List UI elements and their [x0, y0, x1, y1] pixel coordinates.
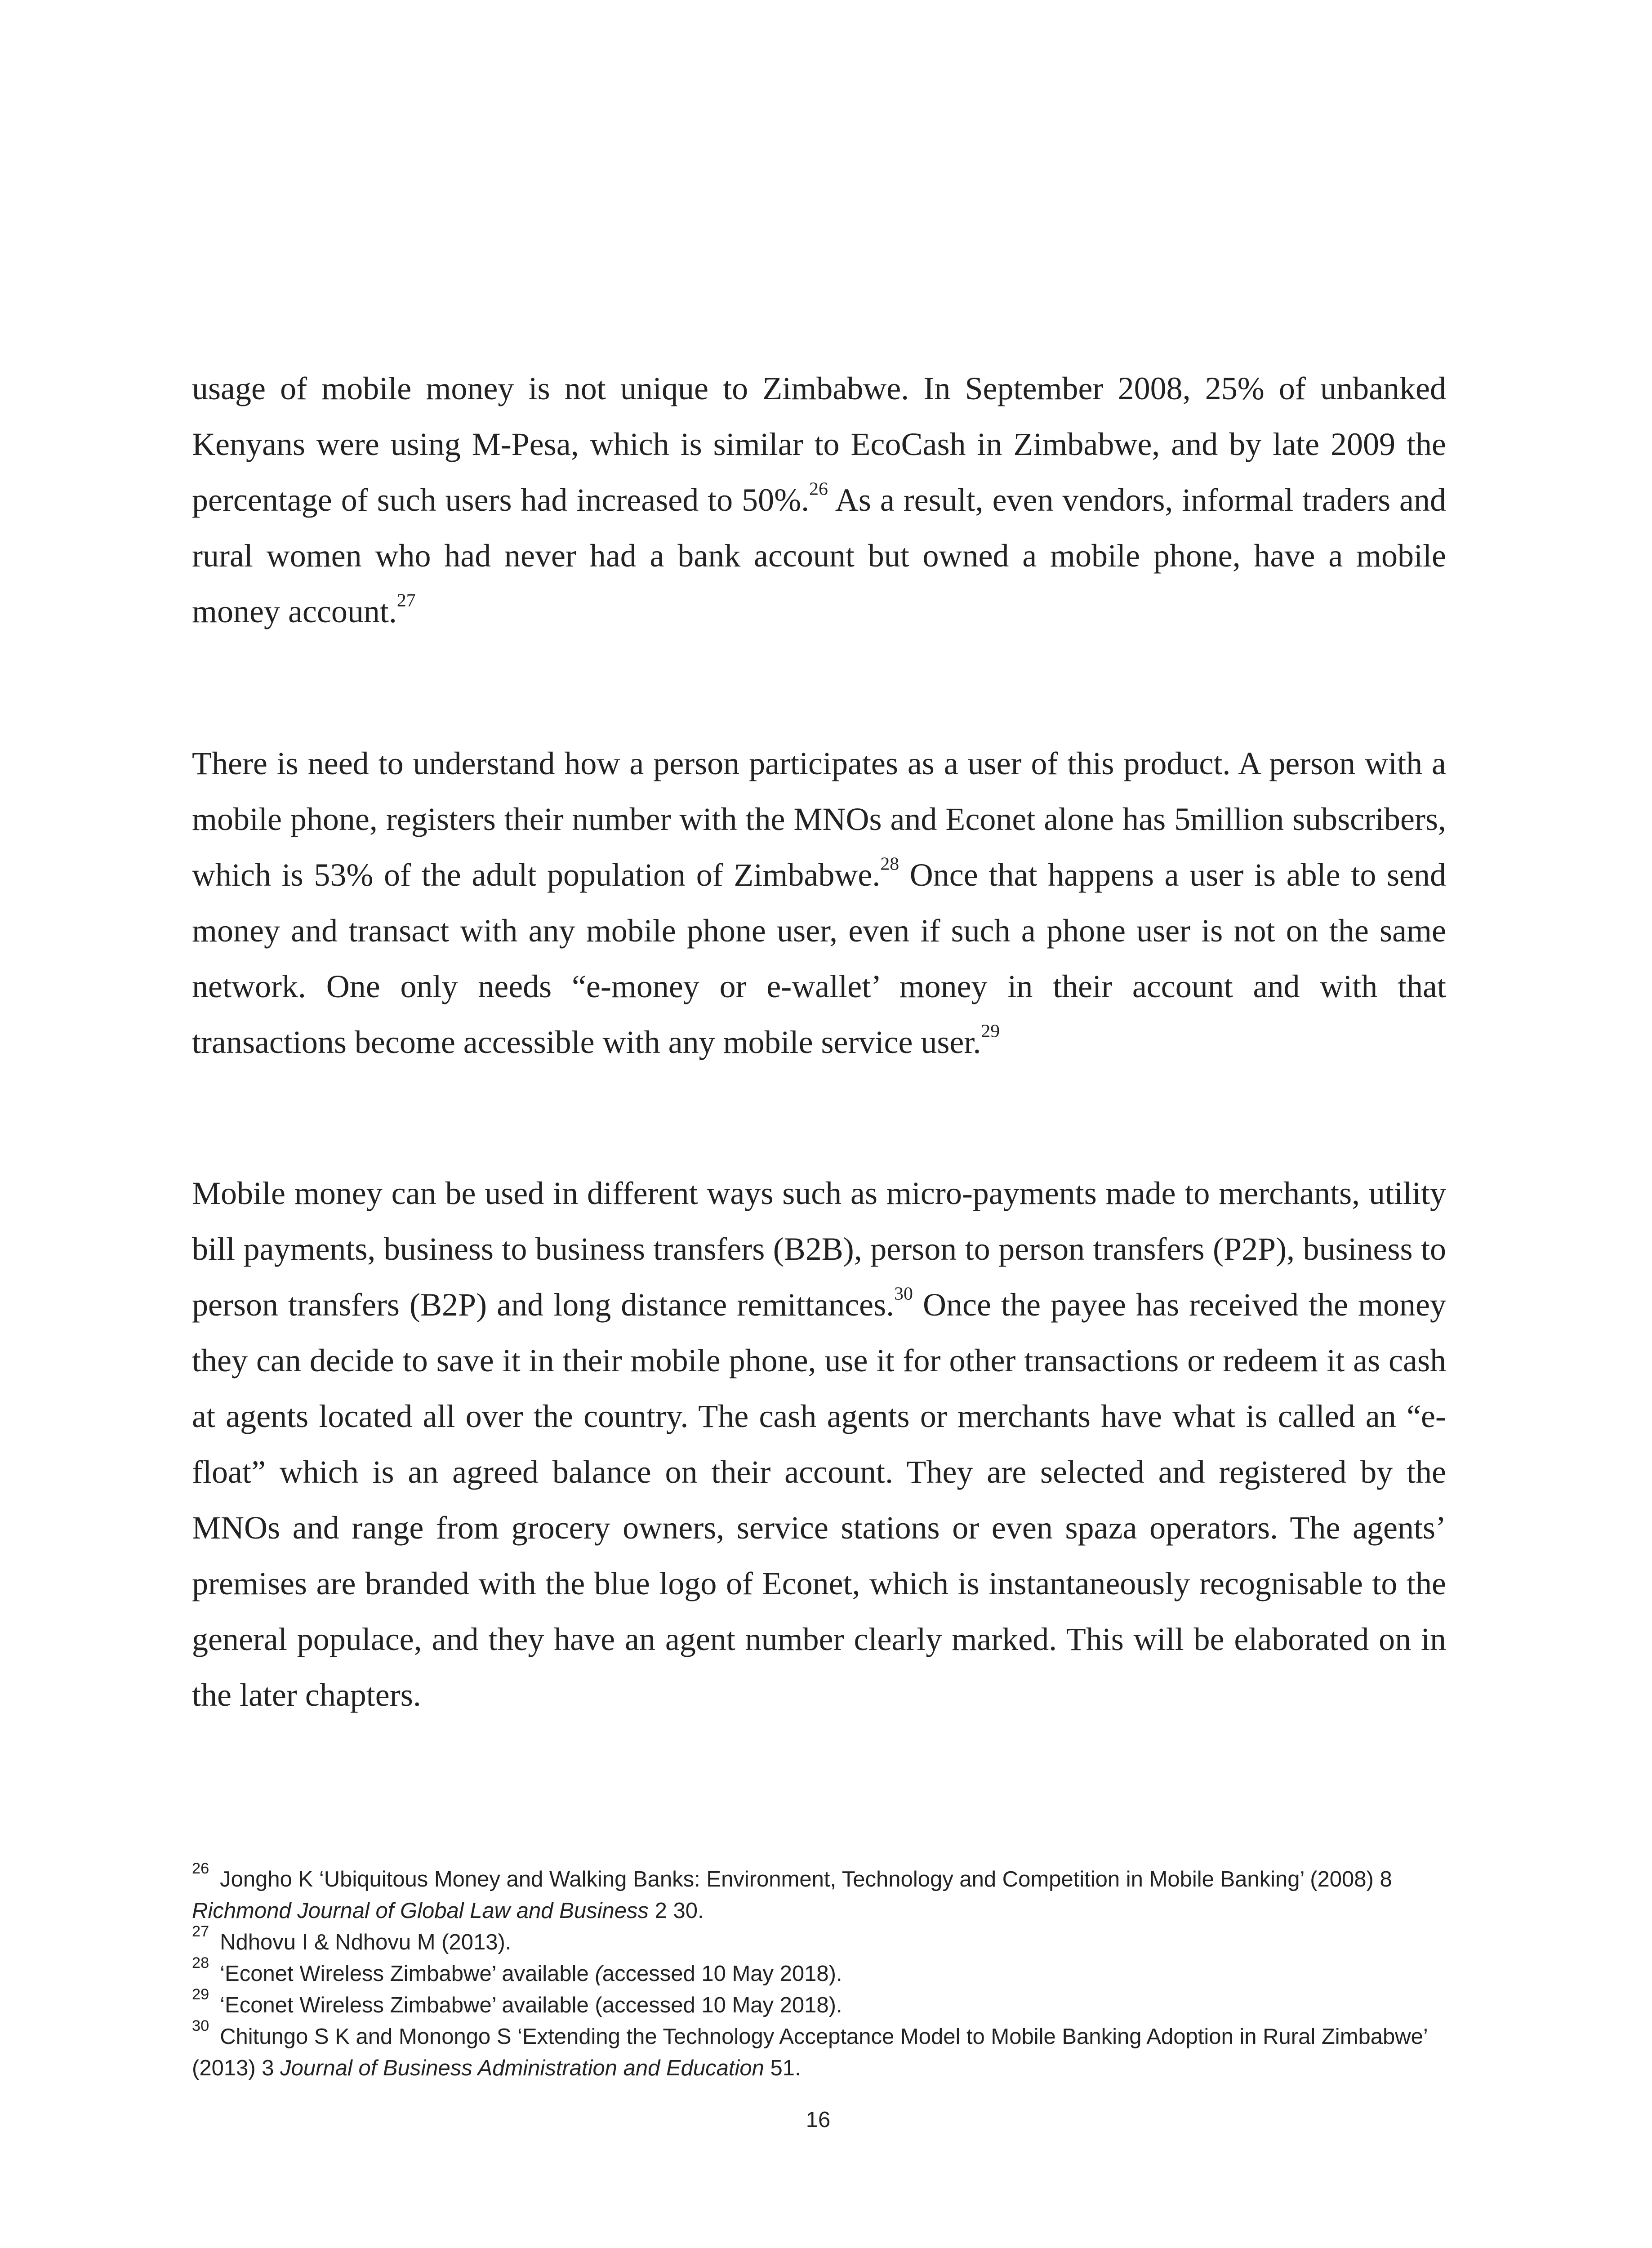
- footnote-text: accessed 10 May 2018).: [602, 1962, 842, 1986]
- footnote-ref-26[interactable]: 26: [809, 478, 828, 500]
- footnote-text: 51.: [764, 2056, 801, 2080]
- body-paragraph-2: [192, 736, 1446, 1070]
- footnote-number: 29: [192, 1985, 209, 2003]
- body-paragraph-3: [192, 1165, 1446, 1723]
- body-paragraph-1: [192, 361, 1446, 639]
- paragraph-text: Once that happens a user is able to send money and transact with any mobile phone user, even if such a phone user is not on the same network. One only needs “e-money or e-wallet’ money in their account and with that transactions become accessible with any mobile service user.: [192, 857, 1447, 1060]
- footnote-28: [192, 1954, 1446, 1989]
- paragraph-text: usage of mobile money is not unique to Zimbabwe. In September 2008, 25% of unbanked Kenyans were using M-Pesa, which is similar to EcoCash in Zimbabwe, and by late 2009 the percentage of such users had increased to 50%.: [192, 370, 1446, 518]
- footnote-ref-29[interactable]: 29: [981, 1021, 1000, 1042]
- footnotes-section: [192, 1860, 1446, 2084]
- footnote-ref-30[interactable]: 30: [894, 1283, 913, 1304]
- footnote-27: [192, 1922, 1446, 1958]
- footnote-text: 2 30.: [648, 1899, 704, 1923]
- journal-title: Journal of Business Administration and Education: [280, 2056, 764, 2080]
- footnote-number: 28: [192, 1954, 209, 1971]
- footnote-30: [192, 2017, 1446, 2084]
- footnote-text: Chitungo S K and Monongo S ‘Extending the Technology Acceptance Model to Mobile Banking Adoption in Rural Zimbabwe’ (2013) 3: [192, 2025, 1427, 2080]
- footnote-number: 30: [192, 2017, 209, 2034]
- footnote-text: Jongho K ‘Ubiquitous Money and Walking Banks: Environment, Technology and Competition in Mobile Banking’ (2008) 8: [220, 1867, 1392, 1891]
- footnote-text: ‘Econet Wireless Zimbabwe’ available: [220, 1962, 595, 1986]
- footnote-26: [192, 1860, 1446, 1927]
- footnote-ref-28[interactable]: 28: [880, 853, 899, 874]
- italic-parenthesis: (: [595, 1962, 602, 1986]
- footnote-number: 27: [192, 1922, 209, 1940]
- footnote-number: 26: [192, 1860, 209, 1877]
- paragraph-text: Once the payee has received the money they can decide to save it in their mobile phone, use it for other transactions or redeem it as cash at agents located all over the country. The cash agents or merchants have what is called an “e-float” which is an agreed balance on their account. They are selected and registered by the MNOs and range from grocery owners, service stations or even spaza operators. The agents’ premises are branded with the blue logo of Econet, which is instantaneously recognisable to the general populace, and they have an agent number clearly marked. This will be elaborated on in the later chapters.: [192, 1287, 1447, 1713]
- footnote-29: [192, 1985, 1446, 2021]
- footnote-ref-27[interactable]: 27: [396, 590, 416, 611]
- journal-title: Richmond Journal of Global Law and Business: [192, 1899, 649, 1923]
- footnote-text: ‘Econet Wireless Zimbabwe’ available (accessed 10 May 2018).: [220, 1993, 842, 2017]
- paragraph-text: There is need to understand how a person participates as a user of this product. A person with a mobile phone, registers their number with the MNOs and Econet alone has 5million subscribers, which is 53% of the adult population of Zimbabwe.: [192, 745, 1446, 893]
- footnote-text: Ndhovu I & Ndhovu M (2013).: [220, 1930, 512, 1954]
- paragraph-text: As a result, even vendors, informal traders and rural women who had never had a bank account but owned a mobile phone, have a mobile money account.: [192, 482, 1446, 629]
- paragraph-text: Mobile money can be used in different ways such as micro-payments made to merchants, utility bill payments, business to business transfers (B2B), person to person transfers (P2P), business to person transfers (B2P) and long distance remittances.: [192, 1175, 1446, 1323]
- page-number: 16: [806, 2108, 831, 2132]
